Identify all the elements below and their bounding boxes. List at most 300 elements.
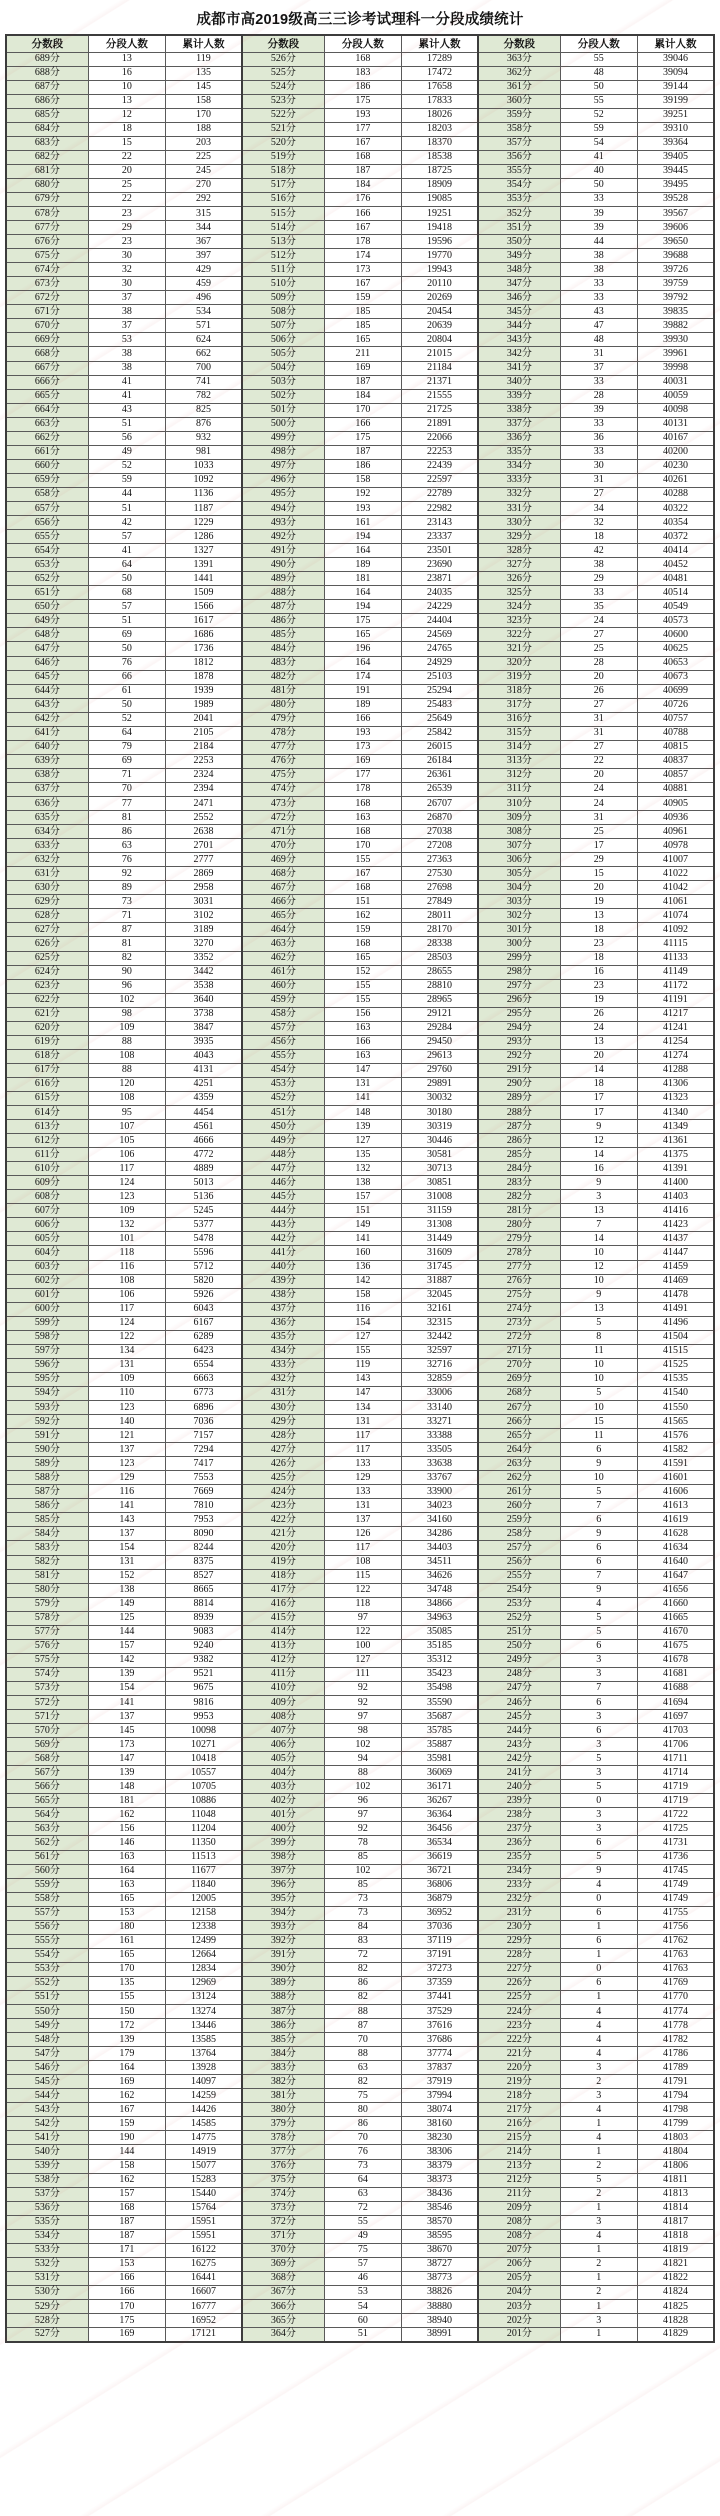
cell-cumulative: 2869: [165, 867, 242, 881]
cell-count: 29: [560, 853, 637, 867]
cell-count: 162: [88, 2089, 165, 2103]
cell-cumulative: 397: [165, 249, 242, 263]
cell-score: 443分: [242, 1218, 324, 1232]
cell-cumulative: 38991: [401, 2328, 478, 2342]
cell-count: 52: [88, 712, 165, 726]
cell-count: 155: [88, 1990, 165, 2004]
cell-count: 9: [560, 1527, 637, 1541]
cell-count: 168: [88, 2201, 165, 2215]
cell-cumulative: 41606: [637, 1485, 714, 1499]
cell-count: 3: [560, 1822, 637, 1836]
cell-count: 33: [560, 445, 637, 459]
cell-cumulative: 35981: [401, 1752, 478, 1766]
cell-count: 34: [560, 502, 637, 516]
cell-cumulative: 41416: [637, 1204, 714, 1218]
cell-score: 455分: [242, 1049, 324, 1063]
cell-cumulative: 41660: [637, 1597, 714, 1611]
cell-count: 161: [324, 516, 401, 530]
cell-count: 41: [560, 150, 637, 164]
cell-count: 185: [324, 319, 401, 333]
cell-score: 457分: [242, 1021, 324, 1035]
cell-cumulative: 22439: [401, 459, 478, 473]
cell-count: 108: [88, 1091, 165, 1105]
header-count-1: 分段人数: [88, 35, 165, 52]
cell-count: 13: [88, 94, 165, 108]
cell-count: 139: [88, 1667, 165, 1681]
cell-score: 526分: [242, 52, 324, 66]
cell-score: 522分: [242, 108, 324, 122]
cell-count: 22: [88, 150, 165, 164]
cell-score: 639分: [6, 754, 88, 768]
header-count-3: 分段人数: [560, 35, 637, 52]
cell-count: 105: [88, 1134, 165, 1148]
cell-count: 184: [324, 389, 401, 403]
table-row: [6, 1892, 714, 1906]
cell-cumulative: 5926: [165, 1288, 242, 1302]
cell-score: 377分: [242, 2145, 324, 2159]
cell-count: 66: [88, 670, 165, 684]
cell-count: 168: [324, 825, 401, 839]
cell-cumulative: 6167: [165, 1316, 242, 1330]
cell-cumulative: 119: [165, 52, 242, 66]
cell-score: 394分: [242, 1906, 324, 1920]
cell-cumulative: 10557: [165, 1766, 242, 1780]
cell-cumulative: 39998: [637, 361, 714, 375]
cell-count: 51: [88, 502, 165, 516]
table-row: [6, 1443, 714, 1457]
cell-count: 52: [560, 108, 637, 122]
table-row: [6, 1330, 714, 1344]
cell-count: 29: [560, 572, 637, 586]
cell-score: 569分: [6, 1738, 88, 1752]
cell-count: 163: [88, 1878, 165, 1892]
cell-cumulative: 14097: [165, 2075, 242, 2089]
cell-count: 88: [88, 1063, 165, 1077]
cell-count: 151: [324, 1204, 401, 1218]
table-row: [6, 2089, 714, 2103]
cell-score: 400分: [242, 1822, 324, 1836]
cell-count: 51: [324, 2328, 401, 2342]
cell-score: 227分: [478, 1962, 560, 1976]
cell-count: 129: [88, 1471, 165, 1485]
table-row: [6, 1976, 714, 1990]
cell-count: 117: [324, 1443, 401, 1457]
cell-cumulative: 41274: [637, 1049, 714, 1063]
cell-cumulative: 37273: [401, 1962, 478, 1976]
cell-count: 53: [88, 333, 165, 347]
table-row: [6, 1738, 714, 1752]
cell-cumulative: 932: [165, 431, 242, 445]
cell-cumulative: 22789: [401, 487, 478, 501]
cell-score: 686分: [6, 94, 88, 108]
cell-score: 284分: [478, 1162, 560, 1176]
header-cumulative-1: 累计人数: [165, 35, 242, 52]
cell-score: 239分: [478, 1794, 560, 1808]
cell-score: 307分: [478, 839, 560, 853]
cell-cumulative: 5013: [165, 1176, 242, 1190]
cell-count: 28: [560, 389, 637, 403]
cell-cumulative: 35887: [401, 1738, 478, 1752]
cell-score: 485分: [242, 628, 324, 642]
cell-score: 205分: [478, 2271, 560, 2285]
cell-score: 290分: [478, 1077, 560, 1091]
cell-count: 109: [88, 1021, 165, 1035]
cell-cumulative: 39199: [637, 94, 714, 108]
table-row: [6, 80, 714, 94]
cell-score: 630分: [6, 881, 88, 895]
cell-score: 469分: [242, 853, 324, 867]
cell-cumulative: 39792: [637, 291, 714, 305]
cell-count: 3: [560, 1653, 637, 1667]
cell-score: 550分: [6, 2005, 88, 2019]
cell-cumulative: 21015: [401, 347, 478, 361]
cell-count: 5: [560, 1850, 637, 1864]
cell-count: 64: [88, 558, 165, 572]
cell-cumulative: 1878: [165, 670, 242, 684]
cell-count: 13: [560, 1302, 637, 1316]
cell-cumulative: 41789: [637, 2061, 714, 2075]
table-row: [6, 600, 714, 614]
cell-cumulative: 41340: [637, 1106, 714, 1120]
cell-cumulative: 270: [165, 178, 242, 192]
cell-cumulative: 158: [165, 94, 242, 108]
cell-count: 170: [324, 839, 401, 853]
cell-count: 4: [560, 2229, 637, 2243]
cell-cumulative: 496: [165, 291, 242, 305]
cell-score: 249分: [478, 1653, 560, 1667]
cell-score: 586分: [6, 1499, 88, 1513]
cell-count: 40: [560, 164, 637, 178]
cell-score: 454分: [242, 1063, 324, 1077]
cell-score: 270分: [478, 1358, 560, 1372]
cell-count: 38: [560, 249, 637, 263]
cell-score: 261分: [478, 1485, 560, 1499]
cell-cumulative: 13446: [165, 2019, 242, 2033]
cell-cumulative: 225: [165, 150, 242, 164]
cell-cumulative: 17833: [401, 94, 478, 108]
cell-count: 5: [560, 1780, 637, 1794]
cell-count: 109: [88, 1372, 165, 1386]
cell-cumulative: 27208: [401, 839, 478, 853]
cell-score: 312分: [478, 768, 560, 782]
cell-score: 429分: [242, 1415, 324, 1429]
cell-count: 38: [88, 361, 165, 375]
cell-count: 68: [88, 586, 165, 600]
cell-cumulative: 37774: [401, 2047, 478, 2061]
cell-count: 6: [560, 1555, 637, 1569]
cell-score: 419分: [242, 1555, 324, 1569]
cell-count: 2: [560, 2187, 637, 2201]
cell-count: 24: [560, 614, 637, 628]
cell-cumulative: 40653: [637, 656, 714, 670]
cell-score: 546分: [6, 2061, 88, 2075]
cell-score: 309分: [478, 811, 560, 825]
cell-count: 63: [324, 2187, 401, 2201]
cell-cumulative: 7553: [165, 1471, 242, 1485]
cell-cumulative: 40573: [637, 614, 714, 628]
cell-count: 121: [88, 1429, 165, 1443]
cell-cumulative: 30319: [401, 1120, 478, 1134]
cell-score: 445分: [242, 1190, 324, 1204]
cell-count: 189: [324, 558, 401, 572]
cell-cumulative: 4359: [165, 1091, 242, 1105]
cell-score: 684分: [6, 122, 88, 136]
table-row: [6, 94, 714, 108]
cell-score: 345分: [478, 305, 560, 319]
cell-cumulative: 23690: [401, 558, 478, 572]
cell-score: 376分: [242, 2159, 324, 2173]
table-row: [6, 1302, 714, 1316]
cell-count: 181: [324, 572, 401, 586]
cell-score: 251分: [478, 1625, 560, 1639]
cell-cumulative: 17472: [401, 66, 478, 80]
cell-count: 143: [324, 1372, 401, 1386]
cell-cumulative: 41288: [637, 1063, 714, 1077]
cell-cumulative: 41819: [637, 2243, 714, 2257]
cell-cumulative: 23143: [401, 516, 478, 530]
cell-count: 41: [88, 389, 165, 403]
cell-score: 647分: [6, 642, 88, 656]
cell-score: 236分: [478, 1836, 560, 1850]
table-row: [6, 1569, 714, 1583]
cell-cumulative: 41722: [637, 1808, 714, 1822]
cell-count: 71: [88, 909, 165, 923]
cell-score: 651分: [6, 586, 88, 600]
cell-cumulative: 4561: [165, 1120, 242, 1134]
cell-cumulative: 571: [165, 319, 242, 333]
cell-cumulative: 35085: [401, 1625, 478, 1639]
table-row: [6, 656, 714, 670]
cell-count: 3: [560, 2089, 637, 2103]
cell-cumulative: 38727: [401, 2257, 478, 2271]
table-row: [6, 628, 714, 642]
cell-count: 100: [324, 1639, 401, 1653]
cell-score: 232分: [478, 1892, 560, 1906]
cell-count: 194: [324, 530, 401, 544]
cell-count: 50: [560, 178, 637, 192]
cell-count: 73: [88, 895, 165, 909]
cell-score: 418分: [242, 1569, 324, 1583]
cell-cumulative: 41670: [637, 1625, 714, 1639]
table-row: [6, 1063, 714, 1077]
cell-count: 161: [88, 1934, 165, 1948]
cell-cumulative: 18725: [401, 164, 478, 178]
cell-cumulative: 33767: [401, 1471, 478, 1485]
cell-score: 675分: [6, 249, 88, 263]
cell-count: 92: [88, 867, 165, 881]
cell-count: 127: [324, 1134, 401, 1148]
cell-cumulative: 33638: [401, 1457, 478, 1471]
header-score-2: 分数段: [242, 35, 324, 52]
cell-cumulative: 34160: [401, 1513, 478, 1527]
cell-cumulative: 38826: [401, 2285, 478, 2299]
cell-cumulative: 4454: [165, 1106, 242, 1120]
cell-cumulative: 12338: [165, 1920, 242, 1934]
cell-cumulative: 33271: [401, 1415, 478, 1429]
table-row: [6, 1204, 714, 1218]
cell-count: 175: [324, 431, 401, 445]
cell-score: 207分: [478, 2243, 560, 2257]
cell-count: 31: [560, 811, 637, 825]
cell-count: 10: [560, 1471, 637, 1485]
cell-score: 215分: [478, 2131, 560, 2145]
cell-score: 616分: [6, 1077, 88, 1091]
cell-count: 17: [560, 1091, 637, 1105]
cell-score: 280分: [478, 1218, 560, 1232]
cell-count: 164: [324, 586, 401, 600]
cell-score: 291分: [478, 1063, 560, 1077]
cell-cumulative: 38773: [401, 2271, 478, 2285]
cell-cumulative: 35687: [401, 1710, 478, 1724]
cell-count: 120: [88, 1077, 165, 1091]
table-row: [6, 586, 714, 600]
cell-cumulative: 9953: [165, 1710, 242, 1724]
cell-score: 392分: [242, 1934, 324, 1948]
cell-count: 166: [324, 417, 401, 431]
cell-cumulative: 41191: [637, 993, 714, 1007]
cell-cumulative: 9382: [165, 1653, 242, 1667]
cell-count: 98: [88, 1007, 165, 1021]
cell-cumulative: 4131: [165, 1063, 242, 1077]
cell-count: 131: [88, 1555, 165, 1569]
cell-score: 451分: [242, 1106, 324, 1120]
cell-score: 575分: [6, 1653, 88, 1667]
table-row: [6, 993, 714, 1007]
cell-score: 361分: [478, 80, 560, 94]
cell-score: 606分: [6, 1218, 88, 1232]
table-row: [6, 2201, 714, 2215]
cell-cumulative: 39835: [637, 305, 714, 319]
table-row: [6, 726, 714, 740]
cell-cumulative: 11204: [165, 1822, 242, 1836]
cell-score: 642分: [6, 712, 88, 726]
cell-score: 612分: [6, 1134, 88, 1148]
table-header: [6, 35, 714, 52]
cell-cumulative: 38546: [401, 2201, 478, 2215]
cell-cumulative: 30180: [401, 1106, 478, 1120]
cell-cumulative: 11048: [165, 1808, 242, 1822]
cell-count: 88: [88, 1035, 165, 1049]
cell-score: 299分: [478, 951, 560, 965]
cell-cumulative: 41647: [637, 1569, 714, 1583]
cell-cumulative: 25294: [401, 684, 478, 698]
cell-score: 494分: [242, 502, 324, 516]
cell-cumulative: 20454: [401, 305, 478, 319]
cell-count: 142: [324, 1274, 401, 1288]
cell-cumulative: 19085: [401, 192, 478, 206]
cell-count: 7: [560, 1569, 637, 1583]
cell-cumulative: 40978: [637, 839, 714, 853]
cell-count: 33: [560, 375, 637, 389]
cell-count: 189: [324, 698, 401, 712]
cell-score: 488分: [242, 586, 324, 600]
cell-score: 384分: [242, 2047, 324, 2061]
cell-score: 240分: [478, 1780, 560, 1794]
cell-cumulative: 32442: [401, 1330, 478, 1344]
cell-count: 151: [324, 895, 401, 909]
cell-score: 425分: [242, 1471, 324, 1485]
cell-score: 413分: [242, 1639, 324, 1653]
cell-cumulative: 16777: [165, 2300, 242, 2314]
cell-count: 110: [88, 1386, 165, 1400]
cell-score: 681分: [6, 164, 88, 178]
cell-count: 190: [88, 2131, 165, 2145]
cell-count: 87: [324, 2019, 401, 2033]
cell-score: 298分: [478, 965, 560, 979]
cell-score: 629分: [6, 895, 88, 909]
cell-score: 541分: [6, 2131, 88, 2145]
cell-cumulative: 41491: [637, 1302, 714, 1316]
table-row: [6, 1864, 714, 1878]
cell-cumulative: 39310: [637, 122, 714, 136]
cell-cumulative: 40549: [637, 600, 714, 614]
cell-count: 15: [560, 867, 637, 881]
cell-cumulative: 41813: [637, 2187, 714, 2201]
cell-score: 350分: [478, 235, 560, 249]
cell-count: 54: [324, 2300, 401, 2314]
cell-score: 624分: [6, 965, 88, 979]
table-row: [6, 1822, 714, 1836]
cell-count: 31: [560, 712, 637, 726]
cell-score: 513分: [242, 235, 324, 249]
cell-count: 56: [88, 431, 165, 445]
cell-score: 507分: [242, 319, 324, 333]
cell-cumulative: 367: [165, 235, 242, 249]
cell-count: 106: [88, 1148, 165, 1162]
cell-count: 159: [324, 291, 401, 305]
cell-count: 115: [324, 1569, 401, 1583]
cell-score: 474分: [242, 782, 324, 796]
cell-score: 305分: [478, 867, 560, 881]
cell-cumulative: 19418: [401, 221, 478, 235]
cell-count: 39: [560, 403, 637, 417]
cell-count: 19: [560, 895, 637, 909]
cell-count: 92: [324, 1822, 401, 1836]
cell-count: 14: [560, 1232, 637, 1246]
cell-count: 6: [560, 1695, 637, 1709]
cell-cumulative: 39445: [637, 164, 714, 178]
cell-cumulative: 41447: [637, 1246, 714, 1260]
cell-count: 14: [560, 1148, 637, 1162]
cell-cumulative: 41688: [637, 1681, 714, 1695]
cell-cumulative: 22982: [401, 502, 478, 516]
cell-score: 544分: [6, 2089, 88, 2103]
cell-count: 162: [88, 2173, 165, 2187]
cell-score: 483分: [242, 656, 324, 670]
table-row: [6, 1344, 714, 1358]
cell-count: 38: [560, 263, 637, 277]
cell-count: 6: [560, 1443, 637, 1457]
cell-cumulative: 41042: [637, 881, 714, 895]
cell-score: 561分: [6, 1850, 88, 1864]
cell-cumulative: 41824: [637, 2285, 714, 2299]
table-row: [6, 1752, 714, 1766]
cell-count: 154: [88, 1541, 165, 1555]
cell-score: 611分: [6, 1148, 88, 1162]
cell-score: 688分: [6, 66, 88, 80]
cell-count: 25: [88, 178, 165, 192]
cell-count: 59: [560, 122, 637, 136]
cell-count: 163: [324, 811, 401, 825]
cell-score: 318分: [478, 684, 560, 698]
cell-cumulative: 21725: [401, 403, 478, 417]
cell-count: 78: [324, 1836, 401, 1850]
cell-cumulative: 41763: [637, 1948, 714, 1962]
cell-score: 524分: [242, 80, 324, 94]
cell-score: 664分: [6, 403, 88, 417]
cell-count: 168: [324, 150, 401, 164]
cell-count: 127: [324, 1653, 401, 1667]
